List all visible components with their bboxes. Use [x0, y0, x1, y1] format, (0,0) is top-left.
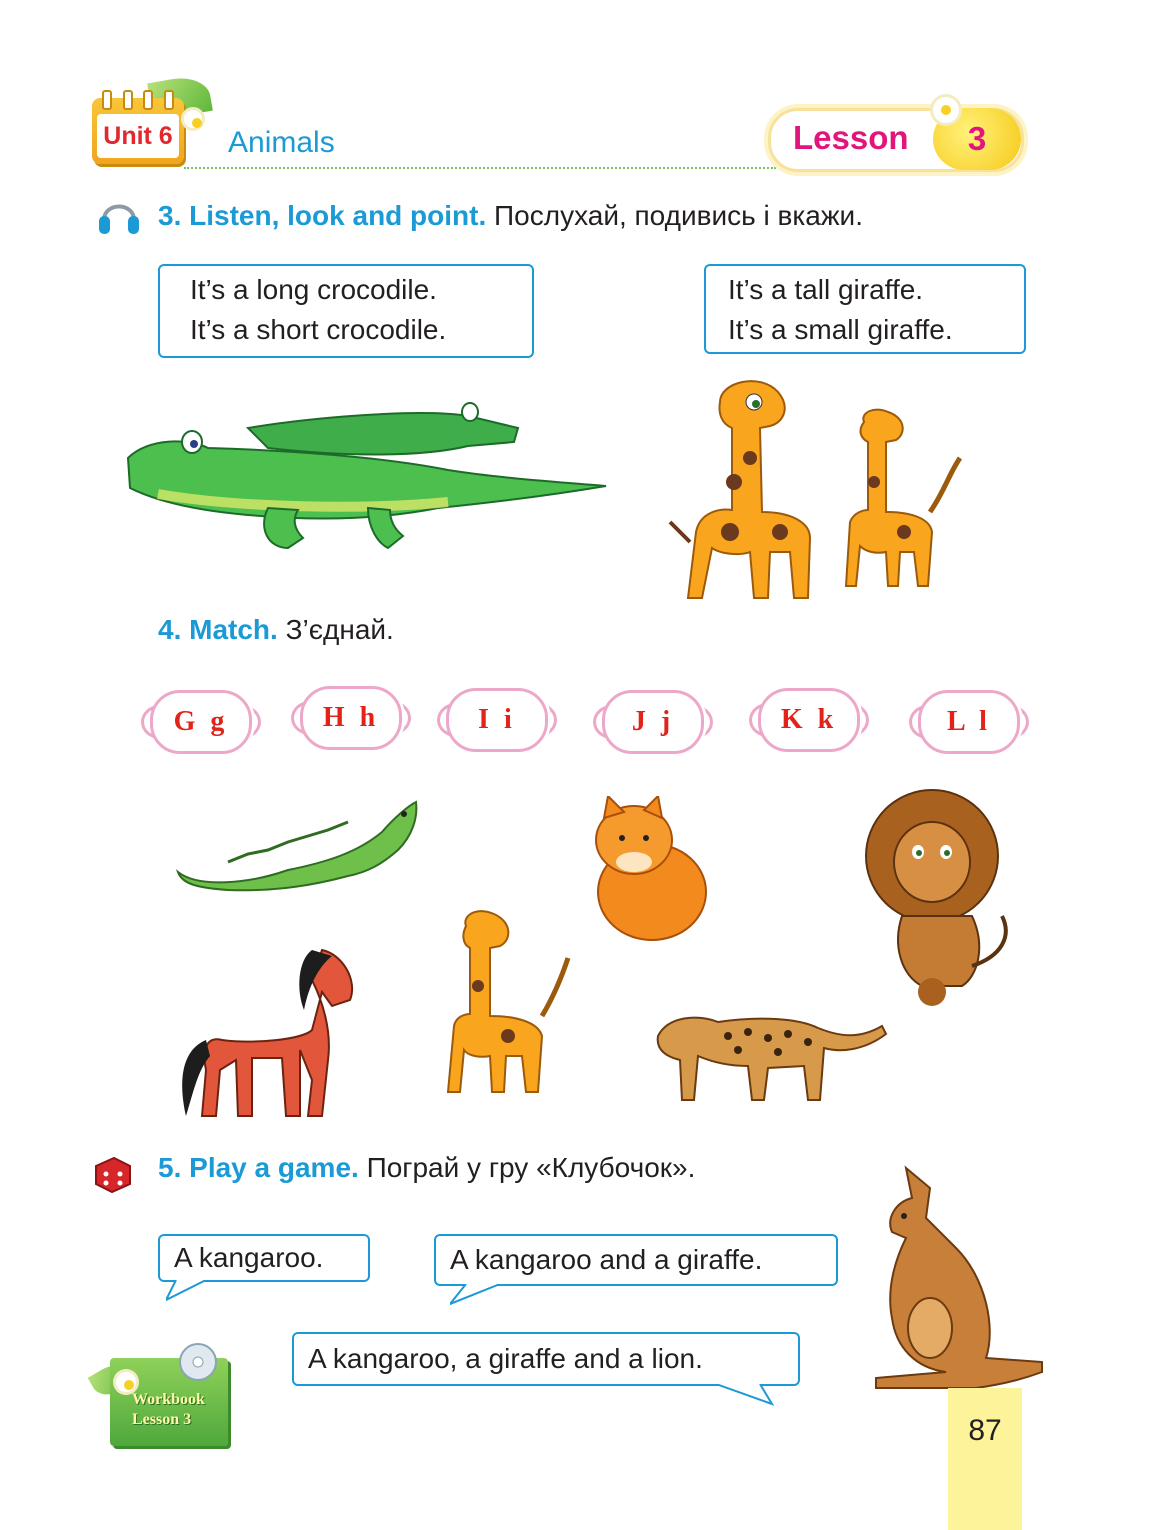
- letter-cloud-h[interactable]: H h: [300, 686, 402, 750]
- speech-bubble-3-tail: [716, 1384, 780, 1406]
- giraffe-sentences: [704, 264, 1026, 354]
- dice-icon: [92, 1154, 134, 1196]
- flower-icon: [116, 1372, 136, 1392]
- unit-title: Animals: [228, 126, 335, 159]
- flower-icon: [933, 97, 959, 123]
- crocodile-line-2: It’s a short crocodile.: [190, 314, 447, 345]
- giraffe-line-2: It’s a small giraffe.: [728, 314, 953, 345]
- speech-bubble-2-tail: [450, 1284, 510, 1306]
- exercise3-number: 3.: [158, 200, 182, 231]
- cat-illustration[interactable]: [584, 796, 720, 944]
- crocodile-line-1: It’s a long crocodile.: [190, 274, 437, 305]
- iguana-illustration[interactable]: [168, 792, 428, 896]
- exercise5-heading: [158, 1152, 695, 1184]
- small-giraffe-illustration[interactable]: [446, 896, 576, 1102]
- workbook-line-1: Workbook: [132, 1391, 205, 1408]
- exercise5-title-ua: Пограй у гру «Клубочок».: [366, 1152, 696, 1183]
- letter-cloud-i[interactable]: I i: [446, 688, 548, 752]
- speech-bubble-1-tail: [166, 1280, 216, 1302]
- speech-bubble-2: A kangaroo and a giraffe.: [434, 1234, 838, 1286]
- header-divider: [184, 167, 776, 169]
- letter-cloud-l[interactable]: L l: [918, 690, 1020, 754]
- jaguar-illustration[interactable]: [648, 996, 888, 1108]
- exercise5-number: 5.: [158, 1152, 182, 1183]
- horse-illustration[interactable]: [172, 940, 368, 1122]
- giraffes-illustration: [660, 362, 970, 606]
- page-number-tab: [948, 1388, 1022, 1530]
- letter-cloud-k[interactable]: K k: [758, 688, 860, 752]
- headphones-icon: [96, 192, 142, 238]
- letter-cloud-g[interactable]: G g: [150, 690, 252, 754]
- exercise4-title-en: Match.: [189, 614, 278, 645]
- unit-badge: [92, 98, 184, 164]
- giraffe-line-1: It’s a tall giraffe.: [728, 274, 924, 305]
- lion-illustration[interactable]: [862, 786, 1022, 1010]
- workbook-line-2: Lesson 3: [132, 1411, 192, 1428]
- exercise4-number: 4.: [158, 614, 182, 645]
- lesson-number: 3: [933, 108, 1021, 170]
- exercise3-title-en: Listen, look and point.: [189, 200, 487, 231]
- exercise4-title-ua: З’єднай.: [285, 614, 394, 645]
- letter-cloud-j[interactable]: J j: [602, 690, 704, 754]
- crocodiles-illustration: [118, 398, 612, 570]
- crocodile-sentences: [158, 264, 534, 358]
- page-number: 87: [968, 1414, 1002, 1447]
- exercise3-title-ua: Послухай, подивись і вкажи.: [494, 200, 863, 231]
- speech-bubble-3: A kangaroo, a giraffe and a lion.: [292, 1332, 800, 1386]
- unit-label: Unit 6: [97, 114, 179, 158]
- kangaroo-illustration: [856, 1158, 1046, 1390]
- exercise3-heading: [158, 200, 863, 232]
- speech-bubble-1: A kangaroo.: [158, 1234, 370, 1282]
- exercise4-heading: [158, 614, 394, 646]
- workbook-badge[interactable]: [110, 1358, 228, 1446]
- lesson-badge: [768, 108, 1024, 172]
- lesson-label: Lesson: [793, 119, 909, 156]
- exercise5-title-en: Play a game.: [189, 1152, 359, 1183]
- cd-icon: [178, 1342, 218, 1382]
